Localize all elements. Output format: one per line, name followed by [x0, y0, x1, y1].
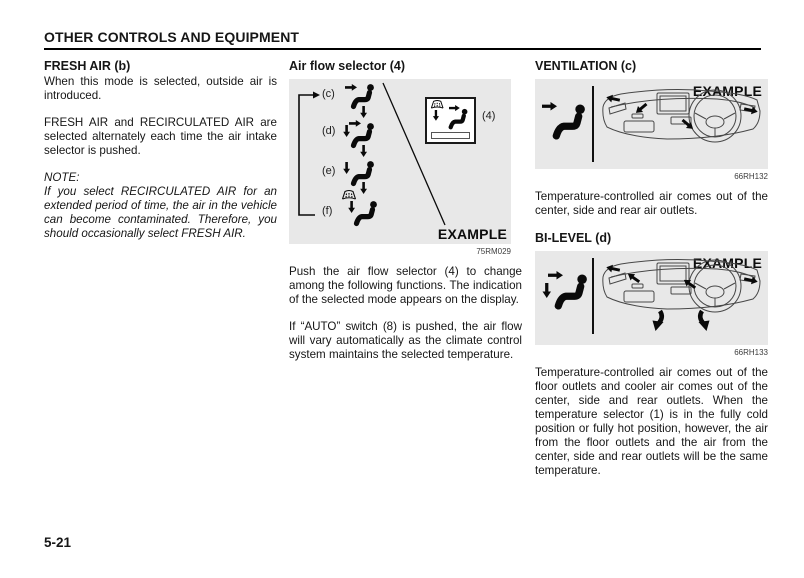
heading-fresh-air: FRESH AIR (b) — [44, 59, 131, 73]
cycle-arrow-down-icon — [360, 182, 367, 194]
figure-code: 66RH133 — [734, 348, 768, 357]
mode-label-e: (e) — [322, 165, 336, 177]
mode-cycle-bracket — [299, 95, 315, 215]
heading-bilevel: BI-LEVEL (d) — [535, 231, 612, 245]
mode-icon-bilevel — [343, 120, 374, 146]
page-number: 5-21 — [44, 535, 72, 550]
figure-code: 75RM029 — [476, 247, 511, 256]
dashboard-airflow-drawing — [597, 83, 765, 165]
fresh-air-paragraph-2: FRESH AIR and RECIRCULATED AIR are selected alternately each time the air intake selector is pushed. — [44, 116, 277, 157]
ventilation-person-icon — [539, 85, 593, 165]
heading-air-flow-selector: Air flow selector (4) — [289, 59, 405, 73]
column-ventilation-bilevel — [535, 59, 768, 491]
display-mode-icon — [427, 99, 473, 131]
ventilation-paragraph: Temperature-controlled air comes out of the center, side and rear air outlets. — [535, 190, 768, 217]
cycle-arrow-down-icon — [360, 106, 367, 118]
figure-ventilation — [535, 79, 768, 169]
mode-label-c: (c) — [322, 88, 335, 100]
mode-label-f: (f) — [322, 205, 333, 217]
page-title: OTHER CONTROLS AND EQUIPMENT — [44, 29, 300, 45]
example-label: EXAMPLE — [692, 83, 762, 99]
air-flow-cycle-diagram — [289, 79, 511, 244]
floor-air-arrows — [653, 311, 710, 331]
panel-divider — [592, 86, 594, 162]
figure-bilevel — [535, 251, 768, 345]
mode-icon-heat-defrost — [343, 191, 377, 224]
air-flow-paragraph-2: If “AUTO” switch (8) is pushed, the air flow will vary automatically as the climate control system maintains the selected temperature. — [289, 320, 522, 361]
figure-air-flow-selector — [289, 79, 511, 244]
mode-icon-heat — [343, 161, 374, 183]
column-fresh-air — [44, 59, 277, 254]
example-label: EXAMPLE — [692, 255, 762, 271]
note-text: If you select RECIRCULATED AIR for an extended period of time, the air in the vehicle can become contaminated. Therefore, you should occasionally select FRESH AIR. — [44, 185, 277, 240]
figure-code: 66RH132 — [734, 172, 768, 181]
example-label: EXAMPLE — [437, 226, 507, 242]
bilevel-person-icon — [539, 257, 593, 337]
air-flow-paragraph-1: Push the air flow selector (4) to change among the following functions. The indication of the selected mode appears on the display. — [289, 265, 522, 306]
panel-divider — [592, 258, 594, 334]
selector-callout-label: (4) — [482, 110, 496, 122]
column-air-flow-selector — [289, 59, 522, 375]
bracket-arrowhead-icon — [313, 92, 320, 99]
cycle-arrow-down-icon — [360, 145, 367, 157]
bilevel-paragraph: Temperature-controlled air comes out of the floor outlets and cooler air comes out of the center, side and rear outlets. When the temperature selector (1) is in the fully cold position or fully hot position, however, the air from the floor outlets and the air from the center, side and rear outlets will be the same temperature. — [535, 366, 768, 477]
note-label: NOTE: — [44, 171, 80, 184]
mode-icon-ventilation — [345, 84, 374, 107]
display-slot — [431, 132, 470, 139]
mode-label-d: (d) — [322, 125, 336, 137]
fresh-air-paragraph-1: When this mode is selected, outside air is introduced. — [44, 75, 277, 102]
header-rule — [44, 48, 761, 50]
mode-display-indicator — [425, 97, 476, 144]
dashboard-airflow-drawing — [597, 253, 765, 343]
heading-ventilation: VENTILATION (c) — [535, 59, 637, 73]
